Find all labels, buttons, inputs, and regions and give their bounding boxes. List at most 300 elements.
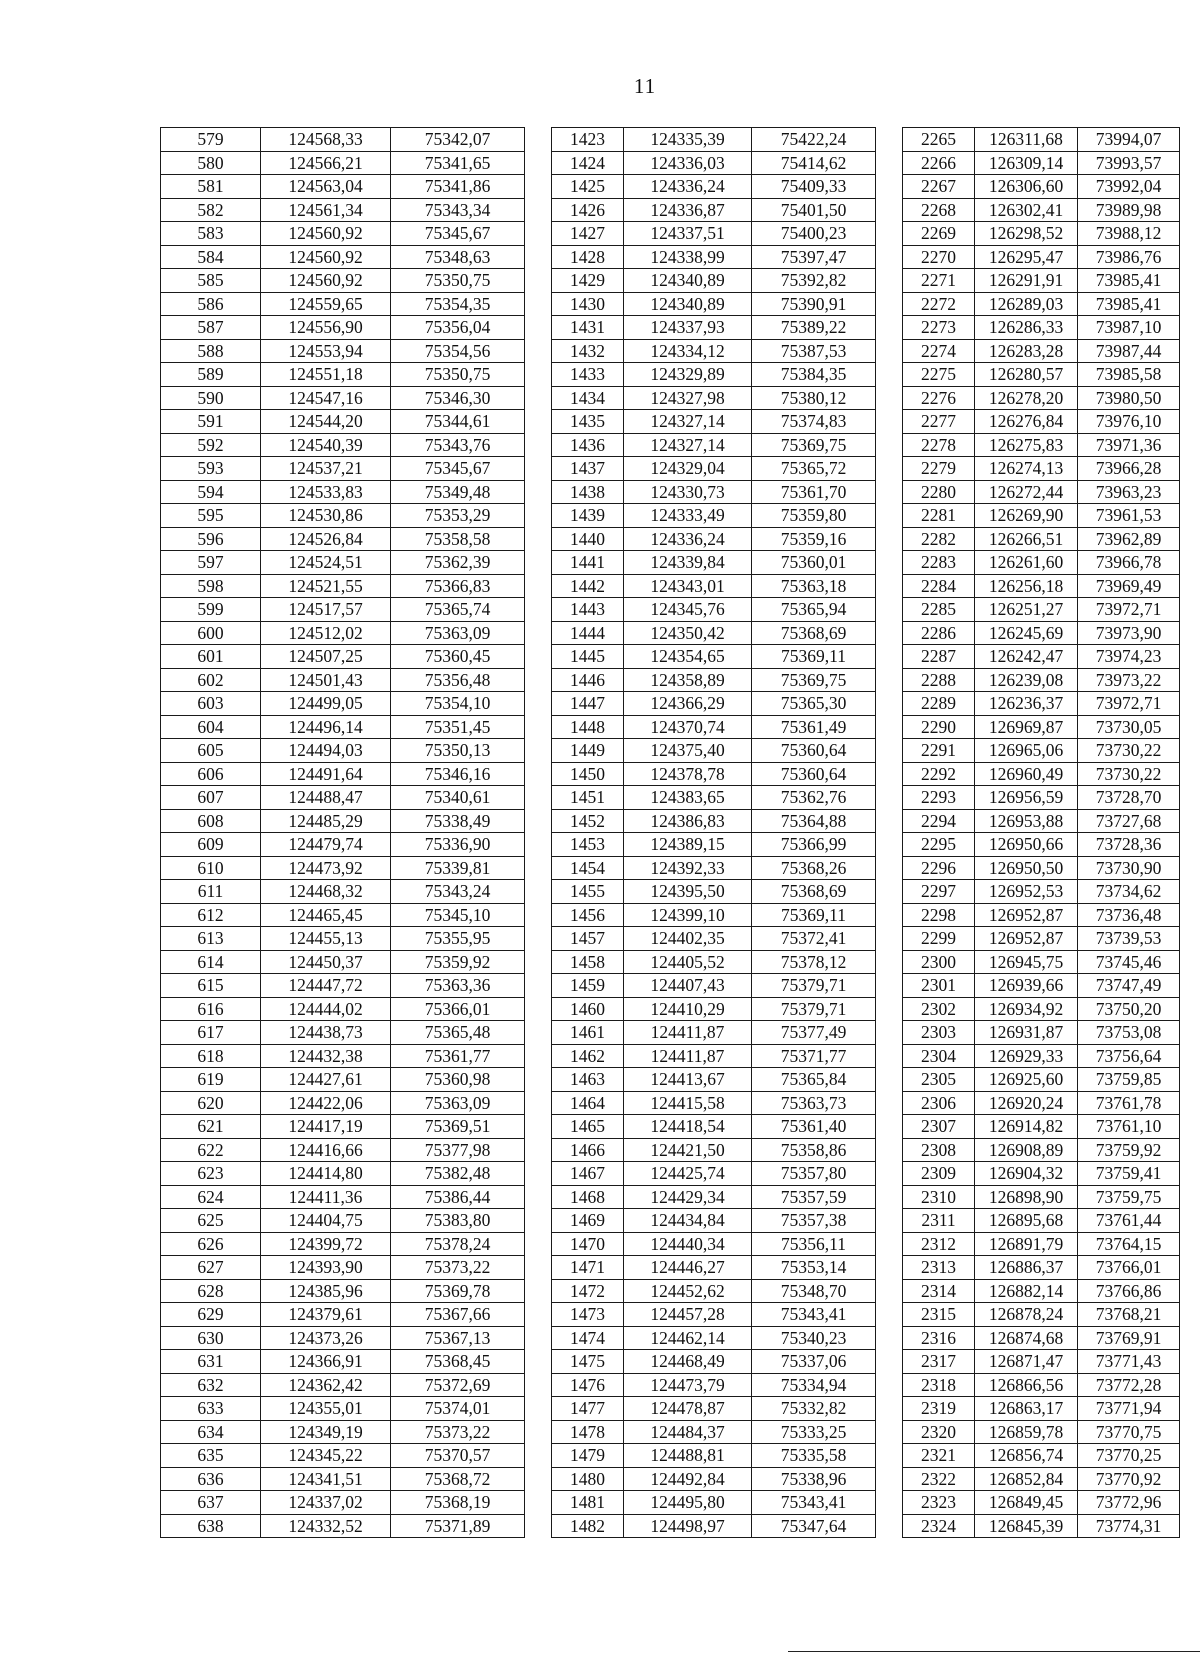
block-separator (525, 903, 552, 927)
table-row (161, 1514, 1180, 1538)
cell-x-coordinate: 124417,19 (261, 1115, 391, 1139)
cell-x-coordinate: 124385,96 (261, 1279, 391, 1303)
cell-point-number: 1462 (552, 1044, 624, 1068)
cell-y-coordinate: 75354,56 (391, 339, 525, 363)
cell-point-number: 2298 (903, 903, 975, 927)
cell-x-coordinate: 126945,75 (975, 950, 1078, 974)
cell-point-number: 1424 (552, 151, 624, 175)
cell-y-coordinate: 73745,46 (1078, 950, 1180, 974)
cell-y-coordinate: 73963,23 (1078, 480, 1180, 504)
cell-x-coordinate: 126859,78 (975, 1420, 1078, 1444)
cell-x-coordinate: 124327,14 (624, 410, 752, 434)
block-separator (876, 1232, 903, 1256)
block-separator (525, 245, 552, 269)
block-separator (525, 1491, 552, 1515)
cell-point-number: 1480 (552, 1467, 624, 1491)
cell-y-coordinate: 75343,41 (752, 1491, 876, 1515)
table-row (161, 762, 1180, 786)
cell-y-coordinate: 75414,62 (752, 151, 876, 175)
cell-point-number: 2291 (903, 739, 975, 763)
cell-y-coordinate: 75372,41 (752, 927, 876, 951)
cell-x-coordinate: 124494,03 (261, 739, 391, 763)
cell-y-coordinate: 73759,85 (1078, 1068, 1180, 1092)
cell-x-coordinate: 124517,57 (261, 598, 391, 622)
block-separator (876, 903, 903, 927)
block-separator (525, 762, 552, 786)
cell-y-coordinate: 73985,41 (1078, 292, 1180, 316)
block-separator (876, 527, 903, 551)
cell-point-number: 602 (161, 668, 261, 692)
cell-y-coordinate: 73973,22 (1078, 668, 1180, 692)
cell-x-coordinate: 124393,90 (261, 1256, 391, 1280)
block-separator (876, 198, 903, 222)
cell-y-coordinate: 73966,78 (1078, 551, 1180, 575)
cell-y-coordinate: 75367,66 (391, 1303, 525, 1327)
cell-y-coordinate: 75336,90 (391, 833, 525, 857)
cell-point-number: 598 (161, 574, 261, 598)
cell-y-coordinate: 75374,01 (391, 1397, 525, 1421)
cell-x-coordinate: 124354,65 (624, 645, 752, 669)
cell-x-coordinate: 124462,14 (624, 1326, 752, 1350)
cell-point-number: 2307 (903, 1115, 975, 1139)
cell-x-coordinate: 124395,50 (624, 880, 752, 904)
cell-y-coordinate: 75400,23 (752, 222, 876, 246)
cell-x-coordinate: 124455,13 (261, 927, 391, 951)
cell-point-number: 621 (161, 1115, 261, 1139)
cell-point-number: 619 (161, 1068, 261, 1092)
block-separator (876, 128, 903, 152)
table-row (161, 1397, 1180, 1421)
cell-x-coordinate: 124521,55 (261, 574, 391, 598)
cell-x-coordinate: 124473,79 (624, 1373, 752, 1397)
cell-y-coordinate: 73770,25 (1078, 1444, 1180, 1468)
block-separator (876, 1467, 903, 1491)
block-separator (876, 175, 903, 199)
cell-x-coordinate: 126882,14 (975, 1279, 1078, 1303)
block-separator (876, 833, 903, 857)
table-row (161, 974, 1180, 998)
block-separator (876, 668, 903, 692)
block-separator (525, 1256, 552, 1280)
cell-point-number: 588 (161, 339, 261, 363)
cell-y-coordinate: 75359,92 (391, 950, 525, 974)
cell-y-coordinate: 75337,06 (752, 1350, 876, 1374)
cell-x-coordinate: 124556,90 (261, 316, 391, 340)
table-row (161, 880, 1180, 904)
table-row (161, 410, 1180, 434)
table-row (161, 786, 1180, 810)
cell-point-number: 635 (161, 1444, 261, 1468)
cell-x-coordinate: 124329,89 (624, 363, 752, 387)
block-separator (525, 363, 552, 387)
cell-point-number: 608 (161, 809, 261, 833)
cell-x-coordinate: 124524,51 (261, 551, 391, 575)
table-row (161, 504, 1180, 528)
cell-x-coordinate: 126866,56 (975, 1373, 1078, 1397)
cell-point-number: 1441 (552, 551, 624, 575)
cell-y-coordinate: 73759,41 (1078, 1162, 1180, 1186)
block-separator (525, 1209, 552, 1233)
cell-y-coordinate: 73766,86 (1078, 1279, 1180, 1303)
cell-y-coordinate: 73961,53 (1078, 504, 1180, 528)
cell-point-number: 1448 (552, 715, 624, 739)
cell-y-coordinate: 75383,80 (391, 1209, 525, 1233)
cell-point-number: 2276 (903, 386, 975, 410)
cell-y-coordinate: 75361,70 (752, 480, 876, 504)
block-separator (876, 598, 903, 622)
block-separator (876, 433, 903, 457)
cell-point-number: 614 (161, 950, 261, 974)
block-separator (876, 480, 903, 504)
cell-y-coordinate: 73980,50 (1078, 386, 1180, 410)
cell-y-coordinate: 73774,31 (1078, 1514, 1180, 1538)
cell-point-number: 1467 (552, 1162, 624, 1186)
block-separator (525, 198, 552, 222)
block-separator (876, 410, 903, 434)
block-separator (525, 410, 552, 434)
cell-point-number: 2269 (903, 222, 975, 246)
cell-y-coordinate: 73772,96 (1078, 1491, 1180, 1515)
cell-x-coordinate: 126908,89 (975, 1138, 1078, 1162)
cell-x-coordinate: 124414,80 (261, 1162, 391, 1186)
table-row (161, 598, 1180, 622)
cell-point-number: 1477 (552, 1397, 624, 1421)
cell-y-coordinate: 73966,28 (1078, 457, 1180, 481)
cell-point-number: 2313 (903, 1256, 975, 1280)
cell-x-coordinate: 126952,87 (975, 903, 1078, 927)
cell-x-coordinate: 124422,06 (261, 1091, 391, 1115)
cell-point-number: 631 (161, 1350, 261, 1374)
block-separator (876, 1044, 903, 1068)
cell-point-number: 2319 (903, 1397, 975, 1421)
cell-y-coordinate: 75340,61 (391, 786, 525, 810)
cell-x-coordinate: 126283,28 (975, 339, 1078, 363)
cell-x-coordinate: 124386,83 (624, 809, 752, 833)
cell-point-number: 2275 (903, 363, 975, 387)
cell-y-coordinate: 75370,57 (391, 1444, 525, 1468)
cell-y-coordinate: 75340,23 (752, 1326, 876, 1350)
cell-y-coordinate: 73976,10 (1078, 410, 1180, 434)
cell-x-coordinate: 124373,26 (261, 1326, 391, 1350)
cell-x-coordinate: 124498,97 (624, 1514, 752, 1538)
table-row (161, 692, 1180, 716)
block-separator (876, 151, 903, 175)
cell-x-coordinate: 124327,14 (624, 433, 752, 457)
cell-x-coordinate: 126891,79 (975, 1232, 1078, 1256)
cell-x-coordinate: 124350,42 (624, 621, 752, 645)
cell-x-coordinate: 124561,34 (261, 198, 391, 222)
cell-x-coordinate: 124450,37 (261, 950, 391, 974)
cell-x-coordinate: 124392,33 (624, 856, 752, 880)
block-separator (876, 1138, 903, 1162)
cell-x-coordinate: 124427,61 (261, 1068, 391, 1092)
cell-y-coordinate: 75377,98 (391, 1138, 525, 1162)
cell-y-coordinate: 75363,73 (752, 1091, 876, 1115)
cell-point-number: 1452 (552, 809, 624, 833)
block-separator (876, 950, 903, 974)
cell-point-number: 2314 (903, 1279, 975, 1303)
cell-y-coordinate: 75358,86 (752, 1138, 876, 1162)
cell-x-coordinate: 124413,67 (624, 1068, 752, 1092)
cell-x-coordinate: 124337,02 (261, 1491, 391, 1515)
table-row (161, 222, 1180, 246)
cell-y-coordinate: 75378,12 (752, 950, 876, 974)
cell-point-number: 2289 (903, 692, 975, 716)
block-separator (876, 222, 903, 246)
cell-point-number: 607 (161, 786, 261, 810)
cell-point-number: 2266 (903, 151, 975, 175)
cell-point-number: 1458 (552, 950, 624, 974)
table-row (161, 433, 1180, 457)
cell-y-coordinate: 75377,49 (752, 1021, 876, 1045)
cell-x-coordinate: 124434,84 (624, 1209, 752, 1233)
cell-x-coordinate: 124485,29 (261, 809, 391, 833)
cell-x-coordinate: 126914,82 (975, 1115, 1078, 1139)
cell-point-number: 2310 (903, 1185, 975, 1209)
cell-point-number: 2317 (903, 1350, 975, 1374)
cell-x-coordinate: 126269,90 (975, 504, 1078, 528)
cell-y-coordinate: 75356,11 (752, 1232, 876, 1256)
cell-x-coordinate: 124547,16 (261, 386, 391, 410)
cell-y-coordinate: 75338,96 (752, 1467, 876, 1491)
cell-point-number: 586 (161, 292, 261, 316)
cell-x-coordinate: 126289,03 (975, 292, 1078, 316)
block-separator (876, 1303, 903, 1327)
cell-y-coordinate: 73768,21 (1078, 1303, 1180, 1327)
cell-y-coordinate: 73771,94 (1078, 1397, 1180, 1421)
cell-point-number: 2277 (903, 410, 975, 434)
cell-y-coordinate: 73969,49 (1078, 574, 1180, 598)
cell-y-coordinate: 75363,09 (391, 621, 525, 645)
cell-x-coordinate: 126245,69 (975, 621, 1078, 645)
block-separator (876, 339, 903, 363)
table-row (161, 457, 1180, 481)
cell-x-coordinate: 126261,60 (975, 551, 1078, 575)
cell-point-number: 1423 (552, 128, 624, 152)
cell-y-coordinate: 75346,16 (391, 762, 525, 786)
cell-point-number: 622 (161, 1138, 261, 1162)
table-row (161, 809, 1180, 833)
cell-point-number: 1433 (552, 363, 624, 387)
cell-x-coordinate: 124336,24 (624, 527, 752, 551)
cell-point-number: 2284 (903, 574, 975, 598)
cell-x-coordinate: 124358,89 (624, 668, 752, 692)
cell-point-number: 2268 (903, 198, 975, 222)
cell-y-coordinate: 75338,49 (391, 809, 525, 833)
block-separator (876, 1373, 903, 1397)
cell-x-coordinate: 124566,21 (261, 151, 391, 175)
cell-x-coordinate: 124446,27 (624, 1256, 752, 1280)
cell-x-coordinate: 124540,39 (261, 433, 391, 457)
cell-x-coordinate: 124402,35 (624, 927, 752, 951)
cell-x-coordinate: 126969,87 (975, 715, 1078, 739)
table-row (161, 151, 1180, 175)
cell-point-number: 2309 (903, 1162, 975, 1186)
block-separator (876, 1162, 903, 1186)
cell-x-coordinate: 124327,98 (624, 386, 752, 410)
cell-point-number: 2278 (903, 433, 975, 457)
table-row (161, 1162, 1180, 1186)
cell-point-number: 591 (161, 410, 261, 434)
table-row (161, 715, 1180, 739)
cell-x-coordinate: 126952,87 (975, 927, 1078, 951)
table-row (161, 316, 1180, 340)
cell-x-coordinate: 126298,52 (975, 222, 1078, 246)
block-separator (876, 1209, 903, 1233)
cell-y-coordinate: 75341,65 (391, 151, 525, 175)
block-separator (525, 1138, 552, 1162)
cell-point-number: 1471 (552, 1256, 624, 1280)
block-separator (525, 692, 552, 716)
table-row (161, 1232, 1180, 1256)
block-separator (876, 292, 903, 316)
block-separator (876, 551, 903, 575)
cell-x-coordinate: 124333,49 (624, 504, 752, 528)
cell-y-coordinate: 75360,64 (752, 739, 876, 763)
cell-y-coordinate: 75366,83 (391, 574, 525, 598)
block-separator (525, 1162, 552, 1186)
cell-y-coordinate: 75378,24 (391, 1232, 525, 1256)
cell-point-number: 2305 (903, 1068, 975, 1092)
cell-point-number: 625 (161, 1209, 261, 1233)
cell-x-coordinate: 126286,33 (975, 316, 1078, 340)
cell-y-coordinate: 75389,22 (752, 316, 876, 340)
cell-y-coordinate: 75361,77 (391, 1044, 525, 1068)
cell-x-coordinate: 124553,94 (261, 339, 391, 363)
cell-x-coordinate: 124366,29 (624, 692, 752, 716)
table-row (161, 1138, 1180, 1162)
cell-x-coordinate: 124366,91 (261, 1350, 391, 1374)
cell-y-coordinate: 75360,01 (752, 551, 876, 575)
cell-point-number: 593 (161, 457, 261, 481)
cell-x-coordinate: 126886,37 (975, 1256, 1078, 1280)
block-separator (876, 574, 903, 598)
cell-y-coordinate: 75397,47 (752, 245, 876, 269)
cell-point-number: 2272 (903, 292, 975, 316)
cell-y-coordinate: 75363,36 (391, 974, 525, 998)
cell-x-coordinate: 124544,20 (261, 410, 391, 434)
block-separator (525, 621, 552, 645)
coordinates-table (160, 127, 1180, 1538)
cell-x-coordinate: 124465,45 (261, 903, 391, 927)
cell-point-number: 1426 (552, 198, 624, 222)
block-separator (525, 598, 552, 622)
cell-y-coordinate: 75362,39 (391, 551, 525, 575)
cell-y-coordinate: 73759,75 (1078, 1185, 1180, 1209)
block-separator (525, 645, 552, 669)
cell-y-coordinate: 73736,48 (1078, 903, 1180, 927)
cell-point-number: 613 (161, 927, 261, 951)
block-separator (525, 1279, 552, 1303)
cell-point-number: 1476 (552, 1373, 624, 1397)
cell-point-number: 1482 (552, 1514, 624, 1538)
block-separator (525, 480, 552, 504)
cell-point-number: 1446 (552, 668, 624, 692)
cell-point-number: 605 (161, 739, 261, 763)
block-separator (525, 1420, 552, 1444)
cell-y-coordinate: 73962,89 (1078, 527, 1180, 551)
cell-point-number: 594 (161, 480, 261, 504)
block-separator (876, 1420, 903, 1444)
table-row (161, 1021, 1180, 1045)
cell-y-coordinate: 73772,28 (1078, 1373, 1180, 1397)
cell-y-coordinate: 75343,76 (391, 433, 525, 457)
cell-x-coordinate: 124468,32 (261, 880, 391, 904)
cell-y-coordinate: 75357,59 (752, 1185, 876, 1209)
cell-x-coordinate: 124473,92 (261, 856, 391, 880)
cell-x-coordinate: 124468,49 (624, 1350, 752, 1374)
cell-y-coordinate: 73972,71 (1078, 692, 1180, 716)
cell-point-number: 1438 (552, 480, 624, 504)
block-separator (525, 739, 552, 763)
table-row (161, 1044, 1180, 1068)
cell-y-coordinate: 75350,75 (391, 269, 525, 293)
cell-point-number: 580 (161, 151, 261, 175)
cell-y-coordinate: 73761,44 (1078, 1209, 1180, 1233)
cell-y-coordinate: 73987,10 (1078, 316, 1180, 340)
cell-point-number: 1449 (552, 739, 624, 763)
cell-x-coordinate: 126251,27 (975, 598, 1078, 622)
cell-point-number: 1474 (552, 1326, 624, 1350)
cell-point-number: 585 (161, 269, 261, 293)
cell-y-coordinate: 75380,12 (752, 386, 876, 410)
cell-y-coordinate: 73973,90 (1078, 621, 1180, 645)
cell-point-number: 2321 (903, 1444, 975, 1468)
cell-x-coordinate: 124444,02 (261, 997, 391, 1021)
cell-x-coordinate: 126904,32 (975, 1162, 1078, 1186)
cell-y-coordinate: 75369,75 (752, 433, 876, 457)
cell-point-number: 2283 (903, 551, 975, 575)
block-separator (876, 1256, 903, 1280)
cell-x-coordinate: 124438,73 (261, 1021, 391, 1045)
cell-y-coordinate: 75345,67 (391, 222, 525, 246)
cell-point-number: 617 (161, 1021, 261, 1045)
cell-y-coordinate: 75334,94 (752, 1373, 876, 1397)
cell-x-coordinate: 124429,34 (624, 1185, 752, 1209)
cell-point-number: 601 (161, 645, 261, 669)
cell-point-number: 1430 (552, 292, 624, 316)
cell-x-coordinate: 124404,75 (261, 1209, 391, 1233)
cell-y-coordinate: 73756,64 (1078, 1044, 1180, 1068)
cell-x-coordinate: 124560,92 (261, 245, 391, 269)
block-separator (525, 1303, 552, 1327)
cell-y-coordinate: 75368,26 (752, 856, 876, 880)
cell-x-coordinate: 126920,24 (975, 1091, 1078, 1115)
cell-point-number: 1443 (552, 598, 624, 622)
cell-x-coordinate: 124399,10 (624, 903, 752, 927)
cell-x-coordinate: 126953,88 (975, 809, 1078, 833)
cell-point-number: 618 (161, 1044, 261, 1068)
cell-y-coordinate: 75365,72 (752, 457, 876, 481)
cell-x-coordinate: 124335,39 (624, 128, 752, 152)
cell-y-coordinate: 73747,49 (1078, 974, 1180, 998)
block-separator (525, 1397, 552, 1421)
cell-point-number: 2304 (903, 1044, 975, 1068)
cell-y-coordinate: 75392,82 (752, 269, 876, 293)
cell-y-coordinate: 75362,76 (752, 786, 876, 810)
cell-y-coordinate: 75373,22 (391, 1256, 525, 1280)
cell-x-coordinate: 124405,52 (624, 950, 752, 974)
cell-y-coordinate: 75365,30 (752, 692, 876, 716)
cell-point-number: 599 (161, 598, 261, 622)
cell-y-coordinate: 73753,08 (1078, 1021, 1180, 1045)
cell-y-coordinate: 75363,09 (391, 1091, 525, 1115)
cell-y-coordinate: 75355,95 (391, 927, 525, 951)
cell-point-number: 1456 (552, 903, 624, 927)
block-separator (525, 1044, 552, 1068)
block-separator (876, 457, 903, 481)
block-separator (525, 269, 552, 293)
